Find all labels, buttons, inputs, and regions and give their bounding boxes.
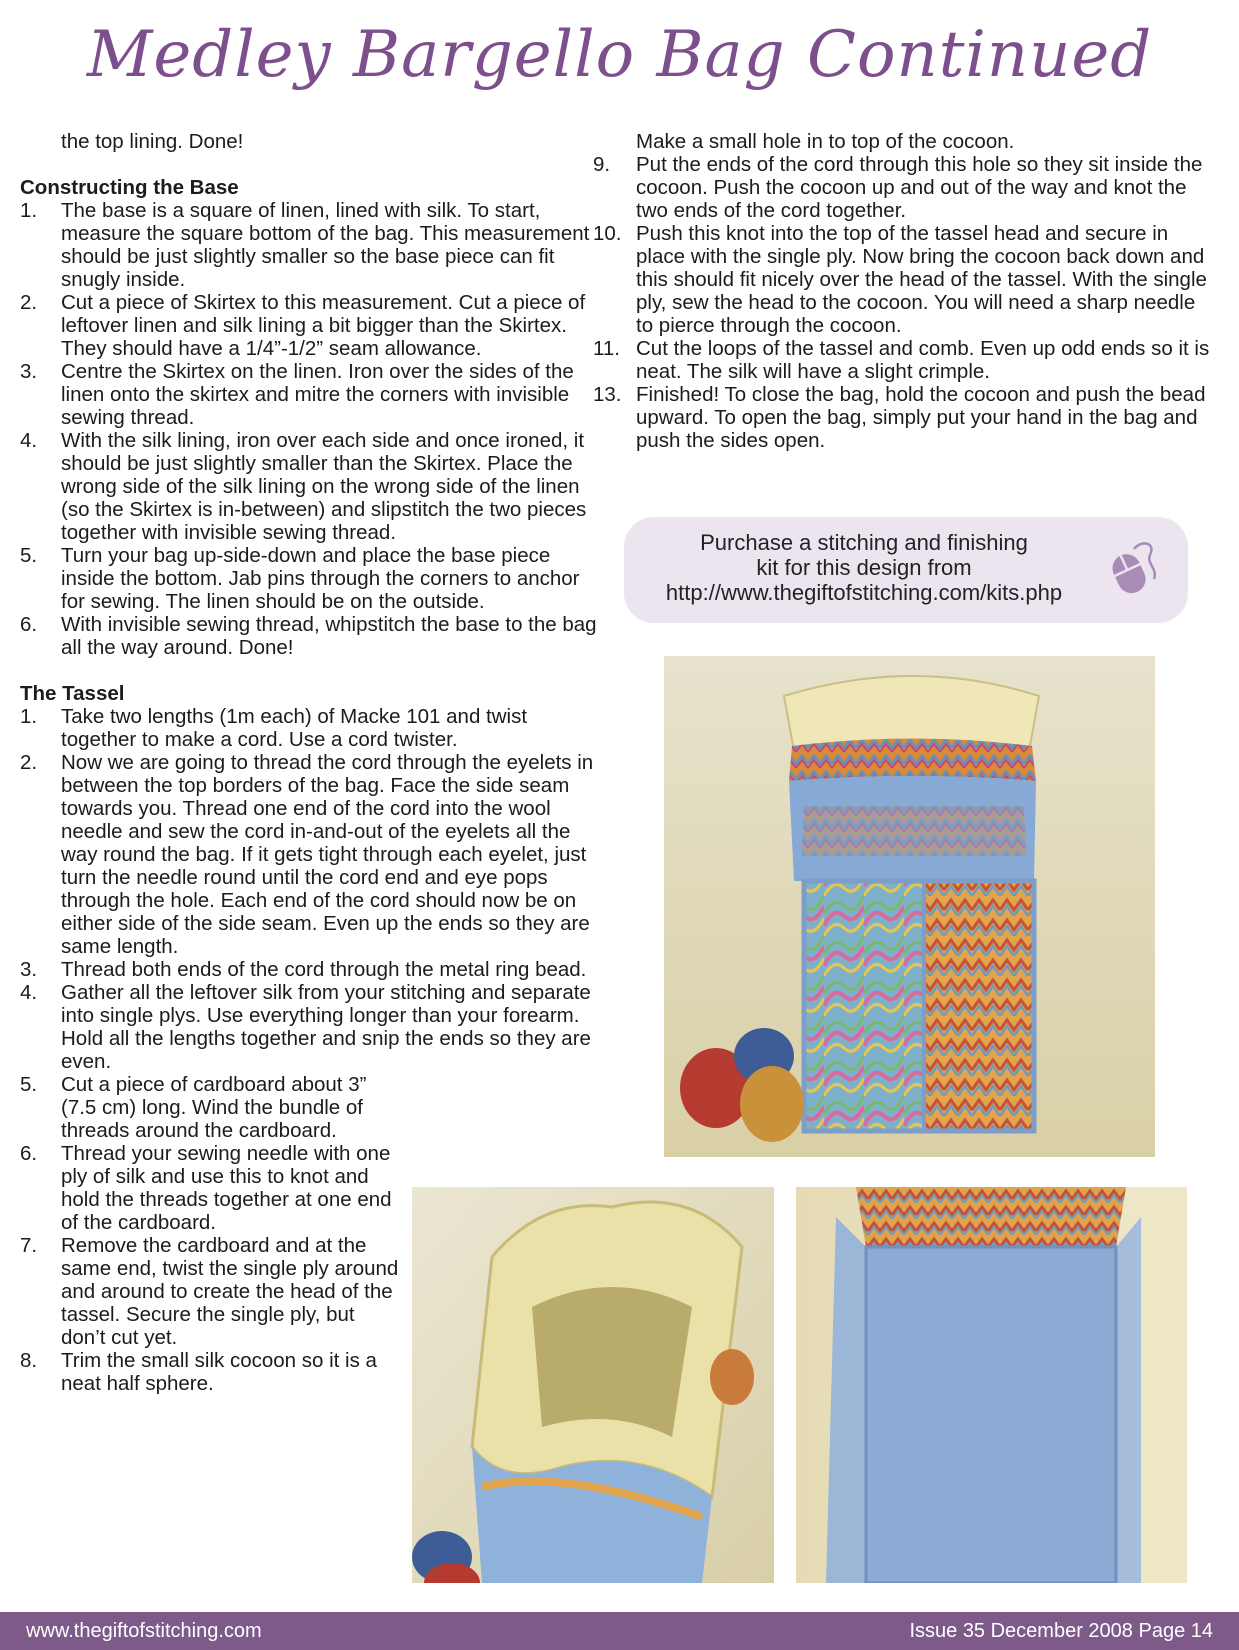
- bag-base-photo: [796, 1187, 1187, 1583]
- step-number: 6.: [20, 613, 38, 636]
- step-number: 8.: [20, 1349, 38, 1372]
- section-heading-tassel: The Tassel: [20, 682, 125, 705]
- step-item: [20, 981, 600, 1073]
- step-item: [595, 153, 1216, 222]
- step-item: [20, 360, 600, 429]
- computer-mouse-icon: [1102, 539, 1162, 599]
- promo-link[interactable]: http://www.thegiftofstitching.com/kits.php: [665, 580, 1063, 605]
- page-title: Medley Bargello Bag Continued: [86, 18, 1153, 92]
- step-text: Thread both ends of the cord through the metal ring bead.: [61, 958, 587, 981]
- step-number: 9.: [593, 153, 611, 176]
- step-number: 4.: [20, 981, 38, 1004]
- step-text: The base is a square of linen, lined with silk. To start, measure the square bottom of the bag. This measurement should be just slightly smaller so the base piece can fit snugly inside.: [61, 199, 590, 291]
- step-text: Thread your sewing needle with one ply of silk and use this to knot and hold the threads together at one end of the cardboard.: [61, 1142, 392, 1234]
- step-text: With invisible sewing thread, whipstitch the base to the bag all the way around. Done!: [61, 613, 597, 659]
- step-text: Gather all the leftover silk from your stitching and separate into single plys. Use everything longer than your forearm. Hold all the lengths together and snip the ends so they are even.: [61, 981, 591, 1073]
- step-number: 5.: [20, 1073, 38, 1096]
- step-text: Remove the cardboard and at the same end, twist the single ply around and around to create the head of the tassel. Secure the single ply, but don’t cut yet.: [61, 1234, 399, 1349]
- step-text: Take two lengths (1m each) of Macke 101 and twist together to make a cord. Use a cord twister.: [61, 705, 528, 751]
- step-item: [20, 705, 600, 751]
- section-heading-base: Constructing the Base: [20, 176, 239, 199]
- step-number: 1.: [20, 199, 38, 222]
- step-text: Finished! To close the bag, hold the cocoon and push the bead upward. To open the bag, simply put your hand in the bag and push the sides open.: [636, 383, 1206, 452]
- step-text: Cut a piece of cardboard about 3” (7.5 cm) long. Wind the bundle of threads around the cardboard.: [61, 1073, 367, 1142]
- footer-website-link[interactable]: www.thegiftofstitching.com: [26, 1620, 262, 1642]
- base-steps-list: [20, 199, 600, 659]
- step-number: 11.: [593, 337, 620, 360]
- step-number: 7.: [20, 1234, 38, 1257]
- step-text: With the silk lining, iron over each side and once ironed, it should be just slightly smaller than the Skirtex. Place the wrong side of the silk lining on the wrong side of the linen (so the Skirtex is in-between) and slipstitch the two pieces together with invisible sewing thread.: [61, 429, 587, 544]
- step-number: 1.: [20, 705, 38, 728]
- step-item: [20, 958, 600, 981]
- footer-issue-info: Issue 35 December 2008 Page 14: [909, 1620, 1213, 1642]
- step-number: 2.: [20, 291, 38, 314]
- step-text: Centre the Skirtex on the linen. Iron over the sides of the linen onto the skirtex and mitre the corners with invisible sewing thread.: [61, 360, 574, 429]
- continued-paragraph: the top lining. Done!: [61, 130, 244, 153]
- step-item: [20, 613, 600, 659]
- step-item: [595, 222, 1216, 337]
- step-item: [20, 199, 600, 291]
- step-item: [595, 337, 1216, 383]
- step-number: 3.: [20, 958, 38, 981]
- step-text: Cut the loops of the tassel and comb. Even up odd ends so it is neat. The silk will have a slight crimple.: [636, 337, 1210, 383]
- kit-promo-box: [624, 517, 1188, 623]
- step-text: Push this knot into the top of the tassel head and secure in place with the single ply. Now bring the cocoon back down and this should fit nicely over the head of the tassel. With the single ply, sew the head to the cocoon. You will need a sharp needle to pierce through the cocoon.: [636, 222, 1207, 337]
- step-item: [20, 1234, 401, 1349]
- step-item: [20, 429, 600, 544]
- right-column: [593, 130, 1216, 452]
- continued-step-text: [595, 130, 1216, 153]
- tassel-steps-list-continued: [595, 153, 1216, 452]
- page-footer: [0, 1612, 1239, 1650]
- step-item: [20, 1073, 401, 1142]
- step-item: [20, 1349, 401, 1395]
- step-item: [20, 544, 600, 613]
- step-text: Put the ends of the cord through this hole so they sit inside the cocoon. Push the cocoon up and out of the way and knot the two ends of the cord together.: [636, 153, 1203, 222]
- step-item: [595, 383, 1216, 452]
- step-number: 3.: [20, 360, 38, 383]
- continued-step-line: Make a small hole in to top of the cocoon.: [636, 130, 1015, 153]
- promo-line-1: Purchase a stitching and finishing: [700, 530, 1028, 555]
- step-number: 6.: [20, 1142, 38, 1165]
- step-number: 4.: [20, 429, 38, 452]
- step-text: Turn your bag up-side-down and place the base piece inside the bottom. Jab pins through the corners to anchor for sewing. The linen should be on the outside.: [61, 544, 580, 613]
- step-item: [20, 291, 600, 360]
- step-item: [20, 751, 600, 958]
- step-text: Cut a piece of Skirtex to this measurement. Cut a piece of leftover linen and silk lining a bit bigger than the Skirtex. They should have a 1/4”-1/2” seam allowance.: [61, 291, 586, 360]
- step-number: 5.: [20, 544, 38, 567]
- bag-interior-photo: [412, 1187, 774, 1583]
- promo-text: [644, 530, 1084, 605]
- step-number: 10.: [593, 222, 622, 245]
- promo-line-2: kit for this design from: [756, 555, 972, 580]
- step-text: Trim the small silk cocoon so it is a neat half sphere.: [61, 1349, 377, 1395]
- finished-bag-photo: [664, 656, 1155, 1157]
- step-number: 2.: [20, 751, 38, 774]
- step-text: Now we are going to thread the cord through the eyelets in between the top borders of the bag. Face the side seam towards you. Thread one end of the cord into the wool needle and sew the cord in-and-out of the eyelets all the way round the bag. If it gets tight through each eyelet, just turn the needle round until the cord end and eye pops through the hole. Each end of the cord should now be on either side of the side seam. Even up the ends so they are same length.: [61, 751, 594, 958]
- step-number: 13.: [593, 383, 622, 406]
- step-item: [20, 1142, 401, 1234]
